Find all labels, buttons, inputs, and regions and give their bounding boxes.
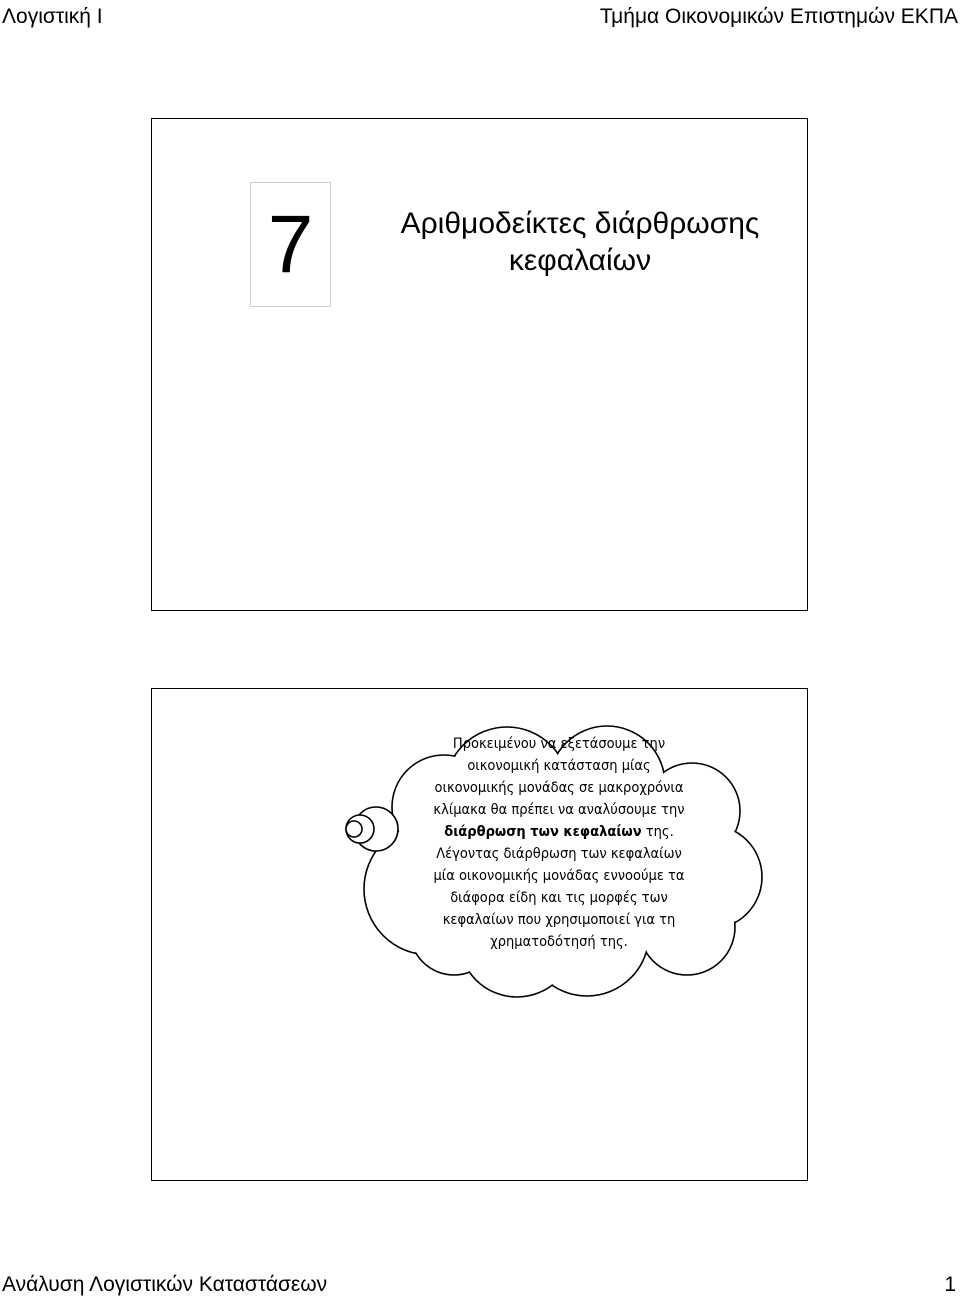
chapter-number-box [250,182,331,307]
slide-title-line-2: κεφαλαίων [508,244,652,277]
slide-title-line-1: Αριθμοδείκτες διάρθρωσης [400,207,760,240]
slide-2 [151,688,808,1181]
footer-subject: Ανάλυση Λογιστικών Καταστάσεων [2,1273,328,1296]
slide-title [370,205,790,279]
header-course-title: Λογιστική Ι [2,5,103,28]
cloud-text-part-2: της. Λέγοντας διάρθρωση των κεφαλαίων μία οικονομικής μονάδας εννοούμε τα διάφορα είδη και τις μορφές των κεφαλαίων που χρησιμοποιεί για τη χρηματοδότησή της. [433,824,685,950]
cloud-text-bold: διάρθρωση των κεφαλαίων [444,824,642,840]
cloud-text-part-1: Προκειμένου να εξετάσουμε την οικονομική κατάσταση μίας οικονομικής μονάδας σε μακροχρόνια κλίμακα θα πρέπει να αναλύσουμε την [433,736,685,818]
cloud-text [427,733,690,953]
thought-bubble-small [346,821,362,837]
slide-1 [151,118,808,611]
footer-page-number: 1 [944,1273,956,1296]
header-department: Τμήμα Οικονομικών Επιστημών ΕΚΠΑ [599,5,958,28]
chapter-number: 7 [267,198,314,290]
